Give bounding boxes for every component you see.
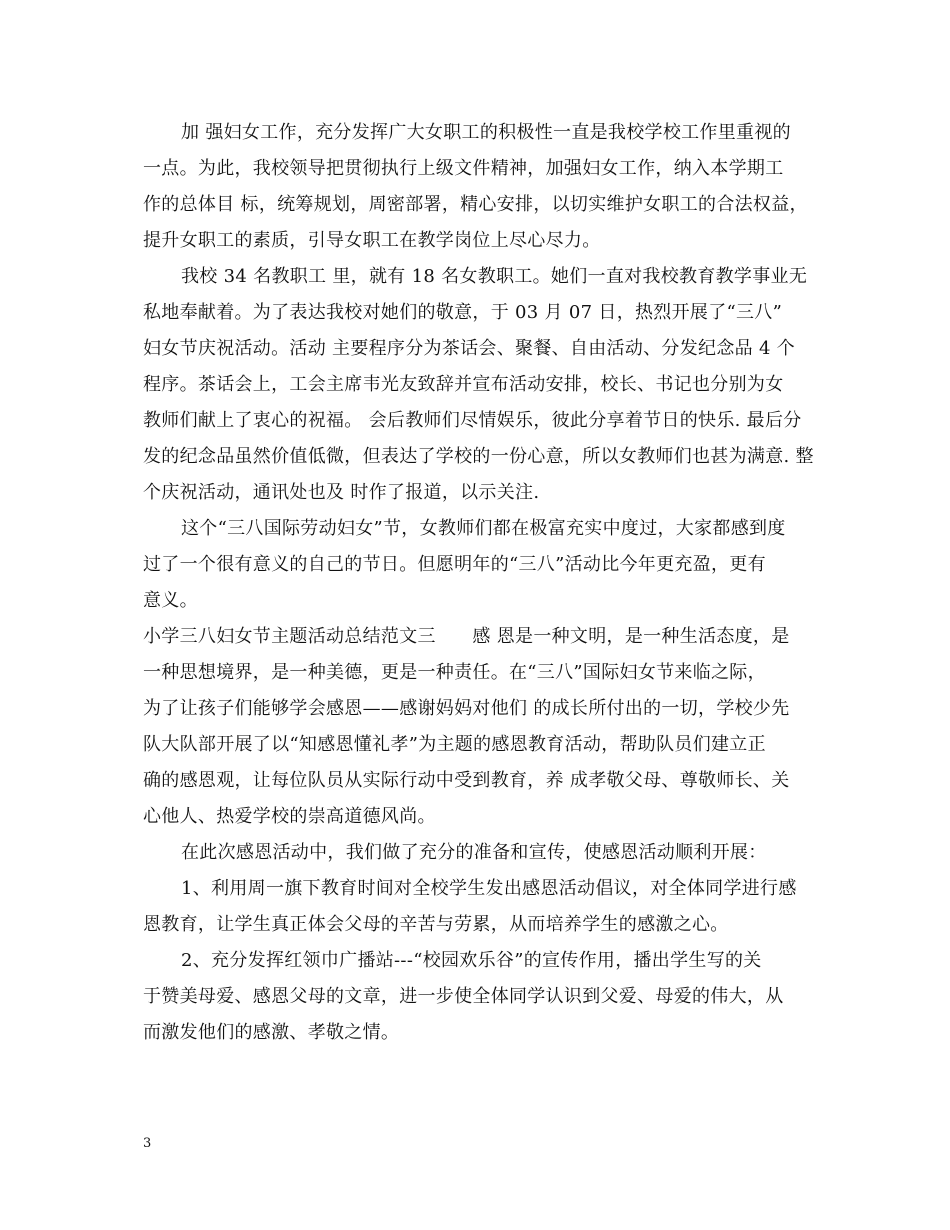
text-line: 教师们献上了衷心的祝福。 会后教师们尽情娱乐，彼此分享着节日的快乐. 最后分 bbox=[143, 410, 802, 431]
text-line: 而激发他们的感激、孝敬之情。 bbox=[143, 1022, 400, 1043]
text-line: 个庆祝活动，通讯处也及 时作了报道，以示关注. bbox=[143, 482, 540, 503]
text-line: 小学三八妇女节主题活动总结范文三 感 恩是一种文明，是一种生活态度，是 bbox=[143, 626, 790, 647]
text-line: 加 强妇女工作，充分发挥广大女职工的积极性一直是我校学校工作里重视的 bbox=[181, 122, 791, 143]
text-line: 作的总体目 标，统筹规划，周密部署，精心安排，以切实维护女职工的合法权益， bbox=[143, 194, 808, 215]
text-line: 1、利用周一旗下教育时间对全校学生发出感恩活动倡议，对全体同学进行感 bbox=[181, 878, 797, 899]
text-line: 确的感恩观，让每位队员从实际行动中受到教育，养 成孝敬父母、尊敬师长、关 bbox=[143, 770, 790, 791]
text-line: 提升女职工的素质，引导女职工在教学岗位上尽心尽力。 bbox=[143, 230, 601, 251]
text-line: 队大队部开展了以“知感恩懂礼孝”为主题的感恩教育活动，帮助队员们建立正 bbox=[143, 734, 766, 755]
page-number: 3 bbox=[143, 1136, 152, 1151]
text-line: 我校 34 名教职工 里，就有 18 名女教职工。她们一直对我校教育教学事业无 bbox=[181, 266, 808, 287]
text-line: 在此次感恩活动中，我们做了充分的准备和宣传，使感恩活动顺利开展： bbox=[181, 842, 767, 863]
text-line: 心他人、热爱学校的崇高道德风尚。 bbox=[143, 806, 436, 827]
text-line: 程序。茶话会上，工会主席韦光友致辞并宣布活动安排，校长、书记也分别为女 bbox=[143, 374, 784, 395]
text-line: 为了让孩子们能够学会感恩——感谢妈妈对他们 的成长所付出的一切，学校少先 bbox=[143, 698, 790, 719]
text-line: 2、充分发挥红领巾广播站---“校园欢乐谷”的宣传作用，播出学生写的关 bbox=[181, 950, 762, 971]
text-line: 妇女节庆祝活动。活动 主要程序分为茶话会、聚餐、自由活动、分发纪念品 4 个 bbox=[143, 338, 796, 359]
text-line: 一种思想境界，是一种美德，更是一种责任。在“三八”国际妇女节来临之际， bbox=[143, 662, 766, 683]
text-line: 私地奉献着。为了表达我校对她们的敬意，于 03 月 07 日，热烈开展了“三八” bbox=[143, 302, 783, 323]
text-line: 于赞美母爱、感恩父母的文章，进一步使全体同学认识到父爱、母爱的伟大，从 bbox=[143, 986, 784, 1007]
text-line: 一点。为此，我校领导把贯彻执行上级文件精神，加强妇女工作，纳入本学期工 bbox=[143, 158, 784, 179]
text-line: 发的纪念品虽然价值低微，但表达了学校的一份心意，所以女教师们也甚为满意. 整 bbox=[143, 446, 814, 467]
text-line: 这个“三八国际劳动妇女”节，女教师们都在极富充实中度过，大家都感到度 bbox=[181, 518, 786, 539]
text-line: 恩教育，让学生真正体会父母的辛苦与劳累，从而培养学生的感激之心。 bbox=[143, 914, 729, 935]
text-line: 意义。 bbox=[143, 590, 198, 611]
text-line: 过了一个很有意义的自己的节日。但愿明年的“三八”活动比今年更充盈，更有 bbox=[143, 554, 766, 575]
